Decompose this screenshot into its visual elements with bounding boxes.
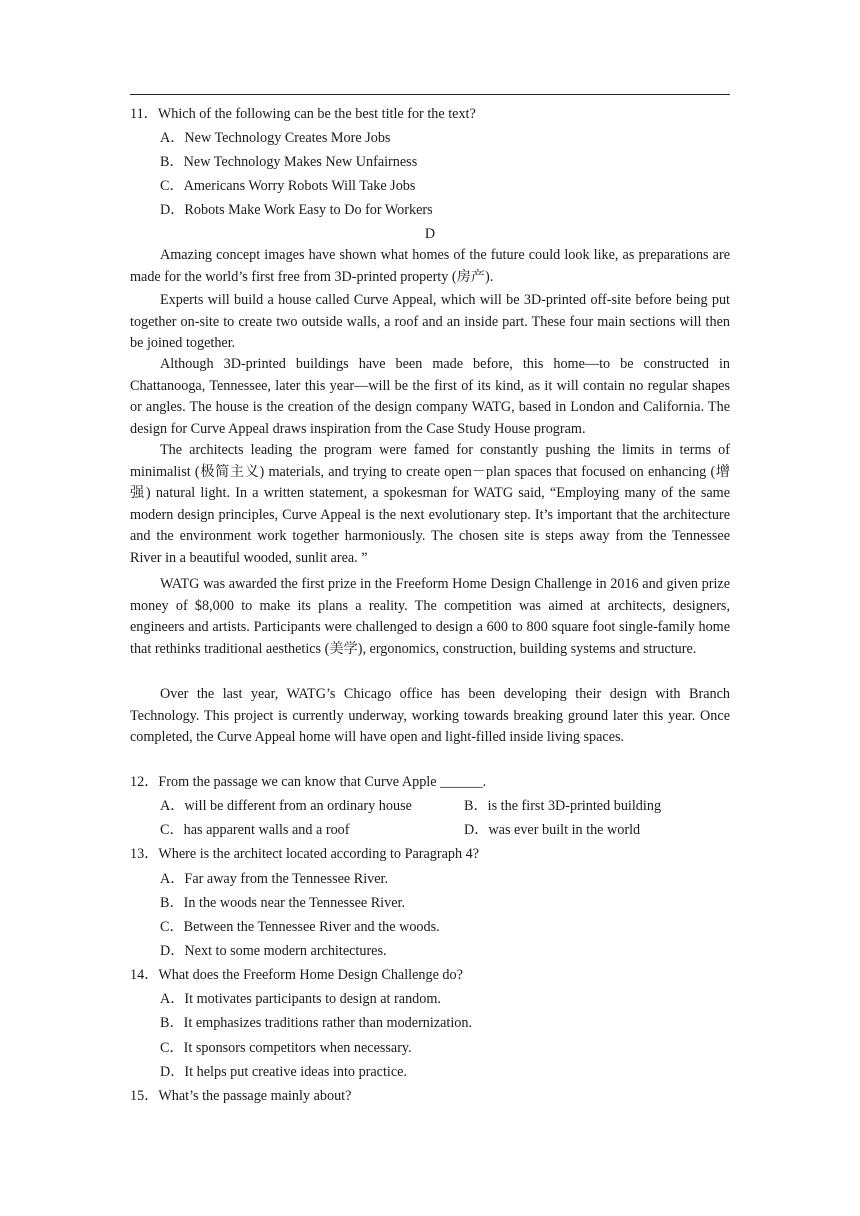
question-13-stem: 13．Where is the architect located according to Paragraph 4?: [130, 846, 480, 862]
question-13-option-a: A．Far away from the Tennessee River.: [160, 871, 389, 887]
question-12-stem: 12．From the passage we can know that Curve Apple ______.: [130, 774, 487, 790]
section-label: D: [424, 226, 436, 242]
question-14-stem: 14．What does the Freeform Home Design Challenge do?: [130, 967, 463, 983]
passage-paragraph-5: WATG was awarded the first prize in the Freeform Home Design Challenge in 2016 and given prize money of $8,000 to make its plans a reality. The competition was aimed at architects, designers, engineers and artists. Participants were challenged to design a 600 to 800 square foot single-family home that rethinks traditional aesthetics (美学), ergonomics, construction, building systems and structure.: [130, 576, 730, 657]
question-13-option-b: B．In the woods near the Tennessee River.: [160, 895, 405, 911]
passage-paragraph-2: Experts will build a house called Curve Appeal, which will be 3D-printed off-site before being put together on-site to create two outside walls, a roof and an inside part. These four main sections will then be joined together.: [130, 292, 730, 351]
passage-paragraph-1: Amazing concept images have shown what homes of the future could look like, as preparations are made for the world’s first free from 3D-printed property (房产).: [130, 247, 730, 285]
passage-paragraph-4: The architects leading the program were famed for constantly pushing the limits in terms of minimalist (极简主义) materials, and trying to create open－plan spaces that focused on enhancing (增强) natural light. In a written statement, a spokesman for WATG said, “Employing many of the same modern design principles, Curve Appeal is the next evolutionary step. It’s important that the architecture and the environment work together harmoniously. The chosen site is steps away from the Tennessee River in a beautiful wooded, sunlit area. ”: [130, 442, 730, 566]
question-11-stem: 11．Which of the following can be the best title for the text?: [130, 106, 476, 122]
question-11-option-c: C．Americans Worry Robots Will Take Jobs: [160, 178, 416, 194]
question-12-option-b: B．is the first 3D-printed building: [464, 798, 662, 814]
question-11-option-d: D．Robots Make Work Easy to Do for Workers: [160, 202, 433, 218]
passage-paragraph-3: Although 3D-printed buildings have been made before, this home—to be constructed in Chattanooga, Tennessee, later this year—will be the first of its kind, as it will contain no regular shapes or angles. The house is the creation of the design company WATG, based in London and California. The design for Curve Appeal draws inspiration from the Case Study House program.: [130, 356, 730, 437]
question-12-option-c: C．has apparent walls and a roof: [160, 822, 350, 838]
question-15-stem: 15．What’s the passage mainly about?: [130, 1088, 352, 1104]
question-14-option-c: C．It sponsors competitors when necessary.: [160, 1040, 412, 1056]
question-12-option-a: A．will be different from an ordinary house: [160, 798, 412, 814]
question-12-option-d: D．was ever built in the world: [464, 822, 641, 838]
question-14-option-d: D．It helps put creative ideas into practice.: [160, 1064, 408, 1080]
question-11-option-a: A．New Technology Creates More Jobs: [160, 130, 391, 146]
passage-paragraph-6: Over the last year, WATG’s Chicago office has been developing their design with Branch Technology. This project is currently underway, working towards breaking ground later this year. Once completed, the Curve Appeal home will have open and light-filled inside living spaces.: [130, 686, 730, 745]
header-rule: [130, 94, 730, 95]
question-13-option-c: C．Between the Tennessee River and the woods.: [160, 919, 440, 935]
question-11-option-b: B．New Technology Makes New Unfairness: [160, 154, 418, 170]
question-13-option-d: D．Next to some modern architectures.: [160, 943, 387, 959]
question-14-option-b: B．It emphasizes traditions rather than modernization.: [160, 1015, 473, 1031]
question-14-option-a: A．It motivates participants to design at random.: [160, 991, 441, 1007]
